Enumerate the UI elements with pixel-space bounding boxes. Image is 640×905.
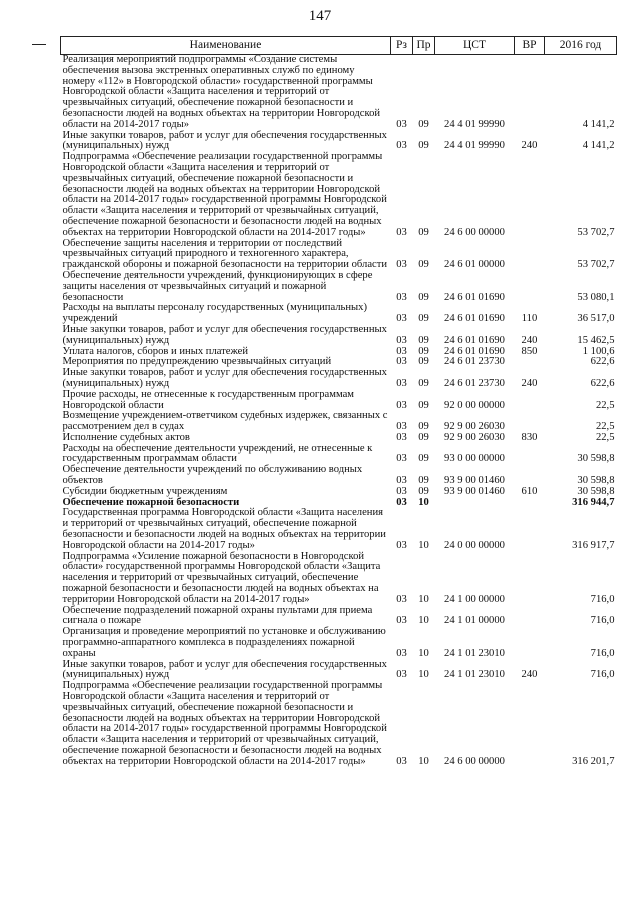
table-row <box>61 55 617 131</box>
cell-pr: 10 <box>418 593 429 605</box>
cell-rz: 03 <box>396 755 407 767</box>
cell-sum: 716,0 <box>590 593 615 605</box>
cell-vr: 610 <box>521 485 538 497</box>
cell-vr <box>515 55 545 131</box>
cell-cst: 24 1 01 00000 <box>444 615 505 627</box>
cell-name: Обеспечение деятельности учреждений, функционирующих в сфере защиты населения от чрезвычайных ситуаций и пожарной безопасности <box>62 269 373 303</box>
cell-cst: 24 4 01 99990 <box>444 118 505 130</box>
cell-name: Государственная программа Новгородской области «Защита населения и территорий от чрезвычайных ситуаций, обеспечение пожарной безопасности и безопасности людей на водных объектах на территории Новгородской области на 2014-2017 годы» <box>62 507 386 551</box>
cell-rz: 03 <box>396 313 407 325</box>
cell-sum: 15 462,5 <box>577 334 615 346</box>
cell-sum: 716,0 <box>590 615 615 627</box>
cell-name: Реализация мероприятий подпрограммы «Создание системы обеспечения вызова экстренных оперативных служб по единому номеру «112» в Новгородской области» государственной программы Новгородской области «Защита населения и территорий от чрезвычайных ситуаций, обеспечение пожарной безопасности и безопасности людей на водных объектах на территории Новгородской области на 2014-2017 годы» <box>62 54 381 130</box>
cell-cst: 92 0 00 00000 <box>444 399 505 411</box>
cell-name: Обеспечение пожарной безопасности <box>62 496 240 508</box>
table-row <box>61 390 617 412</box>
header-pr: Пр <box>413 37 435 55</box>
cell-sum: 4 141,2 <box>582 140 615 152</box>
cell-pr: 09 <box>418 291 429 303</box>
cell-pr: 10 <box>418 539 429 551</box>
cell-name: Прочие расходы, не отнесенные к государственным программам Новгородской области <box>62 388 354 411</box>
cell-name: Расходы на обеспечение деятельности учреждений, не отнесенные к государственным программам области <box>62 442 373 465</box>
cell-pr: 09 <box>418 226 429 238</box>
cell-name: Иные закупки товаров, работ и услуг для обеспечения государственных (муниципальных) нужд <box>62 367 387 389</box>
cell-pr: 10 <box>418 669 429 681</box>
budget-table <box>60 36 617 768</box>
cell-vr: 830 <box>521 431 538 443</box>
header-sum: 2016 год <box>545 37 617 55</box>
cell-vr <box>515 606 545 628</box>
cell-name: Иные закупки товаров, работ и услуг для обеспечения государственных (муниципальных) нужд <box>62 323 387 346</box>
cell-cst: 24 0 00 00000 <box>444 539 505 551</box>
cell-cst: 24 6 01 01690 <box>444 345 505 357</box>
cell-rz: 03 <box>396 118 407 130</box>
cell-pr: 09 <box>418 475 429 487</box>
cell-vr <box>515 152 545 238</box>
cell-cst: 24 1 01 23010 <box>444 669 505 681</box>
cell-sum: 622,6 <box>590 377 615 389</box>
table-row <box>61 508 617 551</box>
cell-pr: 10 <box>418 755 429 767</box>
table-header <box>61 37 617 55</box>
cell-rz: 03 <box>396 356 407 368</box>
cell-vr: 110 <box>521 313 538 325</box>
cell-sum: 53 702,7 <box>577 226 615 238</box>
cell-cst: 93 0 00 00000 <box>444 453 505 465</box>
cell-rz: 03 <box>396 399 407 411</box>
cell-cst: 24 6 01 01690 <box>444 291 505 303</box>
cell-vr <box>515 357 545 368</box>
cell-cst <box>435 498 515 509</box>
cell-rz: 03 <box>396 453 407 465</box>
cell-name: Мероприятия по предупреждению чрезвычайных ситуаций <box>62 356 332 368</box>
cell-rz: 03 <box>396 431 407 443</box>
cell-pr: 10 <box>418 647 429 659</box>
cell-pr: 09 <box>418 118 429 130</box>
cell-pr: 09 <box>418 377 429 389</box>
cell-name: Подпрограмма «Усиление пожарной безопасности в Новгородской области» государственной программы Новгородской области «Защита населения и территорий от чрезвычайных ситуаций, обеспечение пожарной безопасности и безопасности людей на водных объектах на территории Новгородской области на 2014-2017 годы» <box>62 550 381 605</box>
cell-vr: 240 <box>521 669 538 681</box>
cell-name: Иные закупки товаров, работ и услуг для обеспечения государственных (муниципальных) нужд <box>62 658 387 681</box>
cell-rz: 03 <box>396 485 407 497</box>
cell-pr: 09 <box>418 345 429 357</box>
cell-pr: 09 <box>418 313 429 325</box>
cell-vr <box>515 271 545 303</box>
table-row <box>61 660 617 682</box>
cell-cst: 92 9 00 26030 <box>444 421 505 433</box>
header-name: Наименование <box>61 37 391 55</box>
cell-sum: 22,5 <box>595 431 615 443</box>
cell-cst: 24 6 01 00000 <box>444 259 505 271</box>
cell-cst: 24 6 01 01690 <box>444 334 505 346</box>
cell-rz: 03 <box>396 421 407 433</box>
table-row <box>61 465 617 487</box>
cell-vr <box>515 627 545 659</box>
cell-rz: 03 <box>396 496 407 508</box>
cell-vr <box>515 239 545 271</box>
cell-sum: 316 944,7 <box>572 496 615 508</box>
cell-sum: 622,6 <box>590 356 615 368</box>
cell-cst: 93 9 00 01460 <box>444 475 505 487</box>
cell-vr <box>515 498 545 509</box>
cell-pr: 09 <box>418 259 429 271</box>
margin-mark <box>32 44 46 45</box>
cell-cst: 24 6 01 23730 <box>444 377 505 389</box>
table-row <box>61 368 617 390</box>
cell-cst: 92 9 00 26030 <box>444 431 505 443</box>
table-row <box>61 239 617 271</box>
table-row <box>61 271 617 303</box>
cell-sum: 316 917,7 <box>572 539 615 551</box>
cell-sum: 716,0 <box>590 647 615 659</box>
cell-sum: 316 201,7 <box>572 755 615 767</box>
cell-name: Подпрограмма «Обеспечение реализации государственной программы Новгородской области «Защита населения и территорий от чрезвычайных ситуаций, обеспечение пожарной безопасности и безопасности людей на водных объектах на территории Новгородской области на 2014-2017 годы» государственной программы Новгородской области «Защита населения и территорий от чрезвычайных ситуаций, обеспечение пожарной безопасности и безопасности людей на водных объектах на территории Новгородской области на 2014-2017 годы» <box>62 151 387 238</box>
cell-name: Субсидии бюджетным учреждениям <box>62 485 228 497</box>
cell-pr: 09 <box>418 421 429 433</box>
cell-pr: 10 <box>418 496 429 508</box>
header-cst: ЦСТ <box>435 37 515 55</box>
table-row <box>61 131 617 153</box>
table-row <box>61 606 617 628</box>
cell-vr: 240 <box>521 377 538 389</box>
cell-sum: 4 141,2 <box>582 118 615 130</box>
cell-rz: 03 <box>396 345 407 357</box>
cell-sum: 716,0 <box>590 669 615 681</box>
cell-pr: 09 <box>418 431 429 443</box>
table-row <box>61 627 617 659</box>
cell-sum: 36 517,0 <box>577 313 615 325</box>
cell-sum: 22,5 <box>595 399 615 411</box>
header-vr: ВР <box>515 37 545 55</box>
cell-sum: 30 598,8 <box>577 453 615 465</box>
cell-name: Обеспечение защиты населения и территории от последствий чрезвычайных ситуаций природного и техногенного характера, гражданской обороны и пожарной безопасности на территории области <box>62 237 388 271</box>
cell-name: Обеспечение деятельности учреждений по обслуживанию водных объектов <box>62 464 363 487</box>
table-row <box>61 552 617 606</box>
cell-cst: 24 1 00 00000 <box>444 593 505 605</box>
cell-rz: 03 <box>396 140 407 152</box>
cell-pr: 09 <box>418 334 429 346</box>
cell-name: Обеспечение подразделений пожарной охраны пультами для приема сигнала о пожаре <box>62 604 373 627</box>
page-number: 147 <box>308 8 332 24</box>
cell-sum: 30 598,8 <box>577 475 615 487</box>
cell-name: Расходы на выплаты персоналу государственных (муниципальных) учреждений <box>62 302 367 325</box>
header-rz: Рз <box>391 37 413 55</box>
cell-name: Возмещение учреждением-ответчиком судебных издержек, связанных с рассмотрением дел в судах <box>62 410 388 433</box>
cell-name: Подпрограмма «Обеспечение реализации государственной программы Новгородской области «Защита населения и территорий от чрезвычайных ситуаций, обеспечение пожарной безопасности и безопасности людей на водных объектах на территории Новгородской области на 2014-2017 годы» государственной программы Новгородской области «Защита населения и территорий от чрезвычайных ситуаций, обеспечение пожарной безопасности и безопасности людей на водных объектах на территории Новгородской области на 2014-2017 годы» <box>62 680 387 767</box>
table-row <box>61 325 617 347</box>
cell-rz: 03 <box>396 259 407 271</box>
table-row <box>61 444 617 466</box>
cell-vr <box>515 552 545 606</box>
cell-pr: 10 <box>418 615 429 627</box>
cell-sum: 53 702,7 <box>577 259 615 271</box>
cell-vr <box>515 508 545 551</box>
table-row <box>61 411 617 433</box>
cell-name: Организация и проведение мероприятий по установке и обслуживанию программно-аппаратного комплекса в подразделениях пожарной охраны <box>62 626 386 659</box>
cell-name: Уплата налогов, сборов и иных платежей <box>62 345 249 357</box>
cell-cst: 24 1 01 23010 <box>444 647 505 659</box>
cell-pr: 09 <box>418 140 429 152</box>
cell-rz: 03 <box>396 539 407 551</box>
cell-name: Иные закупки товаров, работ и услуг для обеспечения государственных (муниципальных) нужд <box>62 129 387 152</box>
cell-rz: 03 <box>396 291 407 303</box>
cell-rz: 03 <box>396 615 407 627</box>
cell-vr <box>515 390 545 412</box>
cell-vr: 240 <box>521 140 538 152</box>
cell-pr: 09 <box>418 485 429 497</box>
table-body <box>61 55 617 768</box>
cell-pr: 09 <box>418 453 429 465</box>
cell-cst: 24 6 01 01690 <box>444 313 505 325</box>
cell-cst: 24 4 01 99990 <box>444 140 505 152</box>
cell-name: Исполнение судебных актов <box>62 431 190 443</box>
cell-cst: 93 9 00 01460 <box>444 485 505 497</box>
cell-vr <box>515 681 545 767</box>
cell-vr <box>515 444 545 466</box>
cell-rz: 03 <box>396 226 407 238</box>
cell-sum: 22,5 <box>595 421 615 433</box>
cell-pr: 09 <box>418 356 429 368</box>
cell-sum: 30 598,8 <box>577 485 615 497</box>
cell-sum: 53 080,1 <box>577 291 615 303</box>
cell-rz: 03 <box>396 593 407 605</box>
cell-sum: 1 100,6 <box>582 345 615 357</box>
cell-vr: 850 <box>521 345 538 357</box>
cell-vr: 240 <box>521 334 538 346</box>
cell-rz: 03 <box>396 334 407 346</box>
table-row <box>61 303 617 325</box>
cell-cst: 24 6 01 23730 <box>444 356 505 368</box>
cell-rz: 03 <box>396 669 407 681</box>
table-row <box>61 152 617 238</box>
cell-cst: 24 6 00 00000 <box>444 226 505 238</box>
cell-cst: 24 6 00 00000 <box>444 755 505 767</box>
cell-vr <box>515 465 545 487</box>
table-row <box>61 681 617 767</box>
cell-rz: 03 <box>396 647 407 659</box>
cell-rz: 03 <box>396 377 407 389</box>
cell-vr <box>515 411 545 433</box>
cell-pr: 09 <box>418 399 429 411</box>
cell-rz: 03 <box>396 475 407 487</box>
